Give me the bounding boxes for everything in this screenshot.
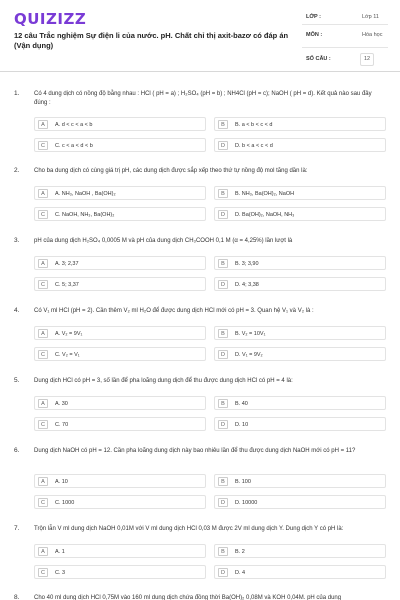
meta-subject-value: Hóa học <box>362 32 383 38</box>
option-letter: C <box>38 350 48 359</box>
option-letter: B <box>218 120 228 129</box>
option-b[interactable] <box>214 326 386 340</box>
option-text: D. 10000 <box>235 499 258 506</box>
option-letter: A <box>38 547 48 556</box>
option-a[interactable] <box>34 186 206 200</box>
option-text: B. V₂ = 10V₁ <box>235 330 266 337</box>
option-b[interactable] <box>214 186 386 200</box>
option-letter: A <box>38 477 48 486</box>
option-letter: C <box>38 498 48 507</box>
option-c[interactable] <box>34 347 206 361</box>
option-text: C. 3 <box>55 569 66 576</box>
option-text: A. V₂ = 9V₁ <box>55 330 83 337</box>
question-number: 2. <box>14 167 20 174</box>
option-letter: C <box>38 420 48 429</box>
option-text: D. b < a < c < d <box>235 142 273 149</box>
option-text: B. a < b < c < d <box>235 121 273 128</box>
question-text: Trộn lẫn V ml dung dịch NaOH 0,01M với V ml dung dịch HCl 0,03 M được 2V ml dung dịch Y. Dung dịch Y có pH là: <box>34 526 344 532</box>
option-text: C. V₂ = V₁ <box>55 351 80 358</box>
question-number: 3. <box>14 237 20 244</box>
option-text: D. V₁ = 9V₂ <box>235 351 263 358</box>
option-letter: A <box>38 399 48 408</box>
option-letter: D <box>218 350 228 359</box>
option-letter: D <box>218 568 228 577</box>
meta-grade <box>302 8 388 25</box>
option-c[interactable] <box>34 277 206 291</box>
page-header <box>0 0 400 72</box>
option-c[interactable] <box>34 565 206 579</box>
quizizz-logo: QUIZIZZ <box>14 10 87 28</box>
option-d[interactable] <box>214 138 386 152</box>
option-text: D. Ba(OH)₂, NaOH, NH₃ <box>235 211 295 218</box>
option-text: B. 40 <box>235 400 248 407</box>
question-number: 7. <box>14 525 20 532</box>
question-text: Dung dịch NaOH có pH = 12. Cần pha loãng dung dịch này bao nhiêu lần để thu được dung dịch NaOH mới có pH = 11? <box>34 448 356 454</box>
option-letter: C <box>38 141 48 150</box>
option-text: A. 30 <box>55 400 68 407</box>
question-text: pH của dung dịch H₂SO₄ 0,0005 M và pH của dung dịch CH₃COOH 0,1 M (α = 4,25%) lần lượt là <box>34 238 293 244</box>
option-letter: B <box>218 547 228 556</box>
option-letter: C <box>38 280 48 289</box>
meta-count-label: SỐ CÂU : <box>306 56 331 62</box>
option-text: A. d < c < a < b <box>55 121 93 128</box>
option-text: C. NaOH, NH₃, Ba(OH)₂ <box>55 211 115 218</box>
option-text: A. 1 <box>55 548 65 555</box>
option-b[interactable] <box>214 256 386 270</box>
option-letter: D <box>218 141 228 150</box>
option-b[interactable] <box>214 396 386 410</box>
option-a[interactable] <box>34 544 206 558</box>
option-letter: C <box>38 210 48 219</box>
option-letter: B <box>218 477 228 486</box>
option-letter: C <box>38 568 48 577</box>
question-number: 5. <box>14 377 20 384</box>
option-letter: A <box>38 120 48 129</box>
option-d[interactable] <box>214 207 386 221</box>
question-text: Có V₁ ml HCl (pH = 2). Cần thêm V₂ ml H₂O để được dung dịch HCl mới có pH = 3. Quan hệ V₁ và V₂ là : <box>34 308 314 314</box>
question-text: Cho ba dung dịch có cùng giá trị pH, các dung dịch được sắp xếp theo thứ tự nồng độ mol tăng dần là: <box>34 168 308 174</box>
option-a[interactable] <box>34 474 206 488</box>
option-letter: B <box>218 259 228 268</box>
meta-subject <box>302 26 388 48</box>
meta-subject-label: MÔN : <box>306 32 323 38</box>
question-text: Có 4 dung dịch có nồng độ bằng nhau : HCl ( pH = a) ; H₂SO₄ (pH = b) ; NH4Cl (pH = c); NaOH ( pH = d). Kết quả nào sau đây đúng : <box>34 91 372 106</box>
meta-count <box>302 50 388 67</box>
option-letter: A <box>38 259 48 268</box>
option-text: A. 3; 2,37 <box>55 260 79 267</box>
option-d[interactable] <box>214 277 386 291</box>
option-text: B. 2 <box>235 548 245 555</box>
question-text: Dung dịch HCl có pH = 3, số lần để pha loãng dung dịch để thu được dung dịch HCl có pH = 4 là: <box>34 378 293 384</box>
option-b[interactable] <box>214 117 386 131</box>
page-title: 12 câu Trắc nghiệm Sự điện li của nước. pH. Chất chỉ thị axit-bazơ có đáp án (Vận dụng) <box>14 31 289 50</box>
option-text: D. 10 <box>235 421 249 428</box>
meta-count-value: 12 <box>360 53 374 66</box>
option-letter: A <box>38 329 48 338</box>
option-letter: B <box>218 399 228 408</box>
option-text: D. 4; 3,38 <box>235 281 259 288</box>
option-a[interactable] <box>34 256 206 270</box>
option-b[interactable] <box>214 474 386 488</box>
question-number: 6. <box>14 447 20 454</box>
option-a[interactable] <box>34 326 206 340</box>
option-text: C. 70 <box>55 421 69 428</box>
option-letter: D <box>218 280 228 289</box>
question-text: Cho 40 ml dung dịch HCl 0,75M vào 160 ml dung dịch chứa đồng thời Ba(OH)₂ 0,08M và KOH 0,04M. pH của dung <box>34 595 342 600</box>
option-text: B. 100 <box>235 478 251 485</box>
option-letter: D <box>218 210 228 219</box>
option-a[interactable] <box>34 396 206 410</box>
option-text: B. NH₃, Ba(OH)₂, NaOH <box>235 190 295 197</box>
option-d[interactable] <box>214 495 386 509</box>
meta-grade-value: Lớp 11 <box>362 14 379 20</box>
option-text: B. 3; 3,90 <box>235 260 259 267</box>
option-text: D. 4 <box>235 569 246 576</box>
option-a[interactable] <box>34 117 206 131</box>
option-text: C. 1000 <box>55 499 75 506</box>
meta-grade-label: LỚP : <box>306 14 321 20</box>
option-text: C. 5; 3,37 <box>55 281 79 288</box>
question-number: 8. <box>14 594 20 600</box>
option-d[interactable] <box>214 347 386 361</box>
quiz-meta <box>302 8 388 66</box>
option-c[interactable] <box>34 138 206 152</box>
option-b[interactable] <box>214 544 386 558</box>
option-text: C. c < a < d < b <box>55 142 93 149</box>
option-c[interactable] <box>34 417 206 431</box>
option-c[interactable] <box>34 207 206 221</box>
option-letter: B <box>218 329 228 338</box>
option-letter: D <box>218 498 228 507</box>
option-d[interactable] <box>214 565 386 579</box>
question-number: 4. <box>14 307 20 314</box>
option-text: A. NH₃, NaOH , Ba(OH)₂ <box>55 190 116 197</box>
option-letter: D <box>218 420 228 429</box>
option-c[interactable] <box>34 495 206 509</box>
option-text: A. 10 <box>55 478 68 485</box>
question-number: 1. <box>14 90 20 97</box>
option-d[interactable] <box>214 417 386 431</box>
option-letter: A <box>38 189 48 198</box>
option-letter: B <box>218 189 228 198</box>
